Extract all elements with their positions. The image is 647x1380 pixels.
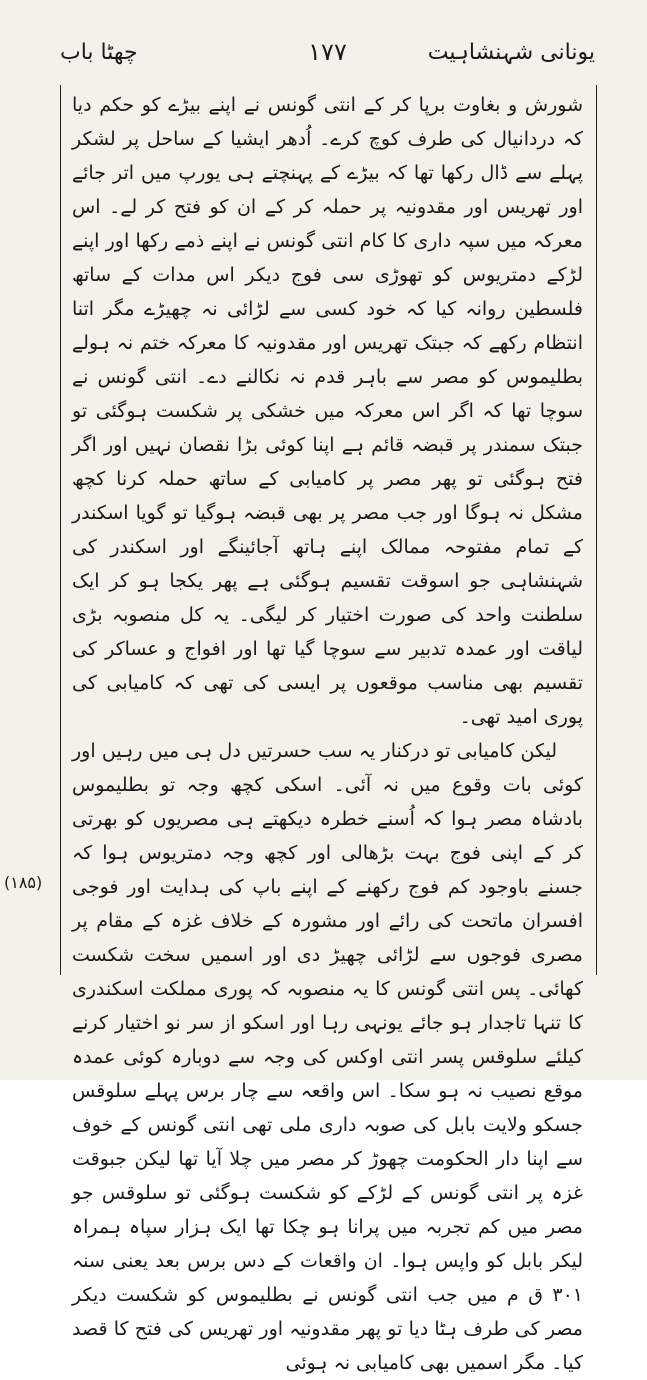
body-text <box>72 88 583 1380</box>
paragraph-1: شورش و بغاوت برپا کر کے انتی گونس نے اپنے بیڑے کو حکم دیا کہ دردانیال کی طرف کوچ کرے۔ اُدھر ایشیا کے ساحل پر لشکر پہلے سے ڈال رکھا تھا کہ بیڑے کے پہنچتے ہی یورپ میں اتر جائے اور تھریس اور مقدونیہ پر حملہ کر کے ان کو فتح کر لے۔ اس معرکہ میں سپہ داری کا کام انتی گونس نے اپنے ذمے رکھا اور اپنے لڑکے دمتریوس کو تھوڑی سی فوج دیکر اس مدات کے ساتھ فلسطین روانہ کیا کہ خود کسی سے لڑائی نہ چھیڑے مگر اتنا انتظام رکھے کہ جبتک تھریس اور مقدونیہ کا معرکہ ختم نہ ہولے بطلیموس کو مصر سے باہر قدم نہ نکالنے دے۔ انتی گونس نے سوچا تھا کہ اگر اس معرکہ میں خشکی پر شکست ہوگئی تو جبتک سمندر پر قبضہ قائم ہے اپنا کوئی بڑا نقصان نہیں اور اگر فتح ہوگئی تو پھر مصر پر کامیابی کے ساتھ حملہ کرنا کچھ مشکل نہ ہوگا اور جب مصر پر بھی قبضہ ہوگیا تو گویا اسکندر کے تمام مفتوحہ ممالک اپنے ہاتھ آجائینگے اور اسکندر کی شہنشاہی جو اسوقت تقسیم ہوگئی ہے پھر یکجا ہو کر ایک سلطنت واحد کی صورت اختیار کر لیگی۔ یہ کل منصوبہ بڑی لیاقت اور عمدہ تدبیر سے سوچا گیا تھا اور افواج و عساکر کی تقسیم بھی مناسب موقعوں پر ایسی کی تھی کہ کامیابی کی پوری امید تھی۔ <box>72 94 583 728</box>
page-number: ۱۷۷ <box>308 38 347 66</box>
book-title: یونانی شہنشاہیت <box>427 40 595 65</box>
margin-page-reference: (۱۸۵) <box>4 873 43 892</box>
running-header <box>60 30 595 80</box>
paragraph-2: لیکن کامیابی تو درکنار یہ سب حسرتیں دل ہی میں رہیں اور کوئی بات وقوع میں نہ آئی۔ اسکی کچھ وجہ تو بطلیموس بادشاہ مصر ہوا کہ اُسنے خطرہ دیکھتے ہی مصریوں کو بھرتی کر کے اپنی فوج بہت بڑھالی اور کچھ وجہ دمتریوس ہوا کہ جسنے باوجود کم فوج رکھنے کے اپنے باپ کی ہدایت اور فوجی افسران ماتحت کی رائے اور مشورہ کے خلاف غزہ کے مقام پر مصری فوجوں سے لڑائی چھیڑ دی اور اسمیں سخت شکست کھائی۔ پس انتی گونس کا یہ منصوبہ کہ پوری مملکت اسکندری کا تنہا تاجدار ہو جائے یونہی رہا اور اسکو از سر نو اختیار کرنے کیلئے سلوقس پسر انتی اوکس کی وجہ سے دوبارہ کوئی عمدہ موقع نصیب نہ ہو سکا۔ اس واقعہ سے چار برس پہلے سلوقس جسکو ولایت بابل کی صوبہ داری ملی تھی انتی گونس کے خوف سے اپنا دار الحکومت چھوڑ کر مصر میں چلا آیا تھا لیکن جبوقت غزہ پر انتی گونس کے لڑکے کو شکست ہوگئی تو سلوقس جو مصر میں کم تجربہ میں پرانا ہو چکا تھا ایک ہزار سپاہ ہمراہ لیکر بابل کو واپس ہوا۔ ان واقعات کے دس برس بعد یعنی سنہ ۳۰۱ ق م میں جب انتی گونس نے بطلیموس کو شکست دیکر مصر کی طرف ہٹا دیا تو پھر مقدونیہ اور تھریس کی فتح کا قصد کیا۔ مگر اسمیں بھی کامیابی نہ ہوئی <box>72 740 583 1374</box>
chapter-title: چھٹا باب <box>60 40 138 65</box>
